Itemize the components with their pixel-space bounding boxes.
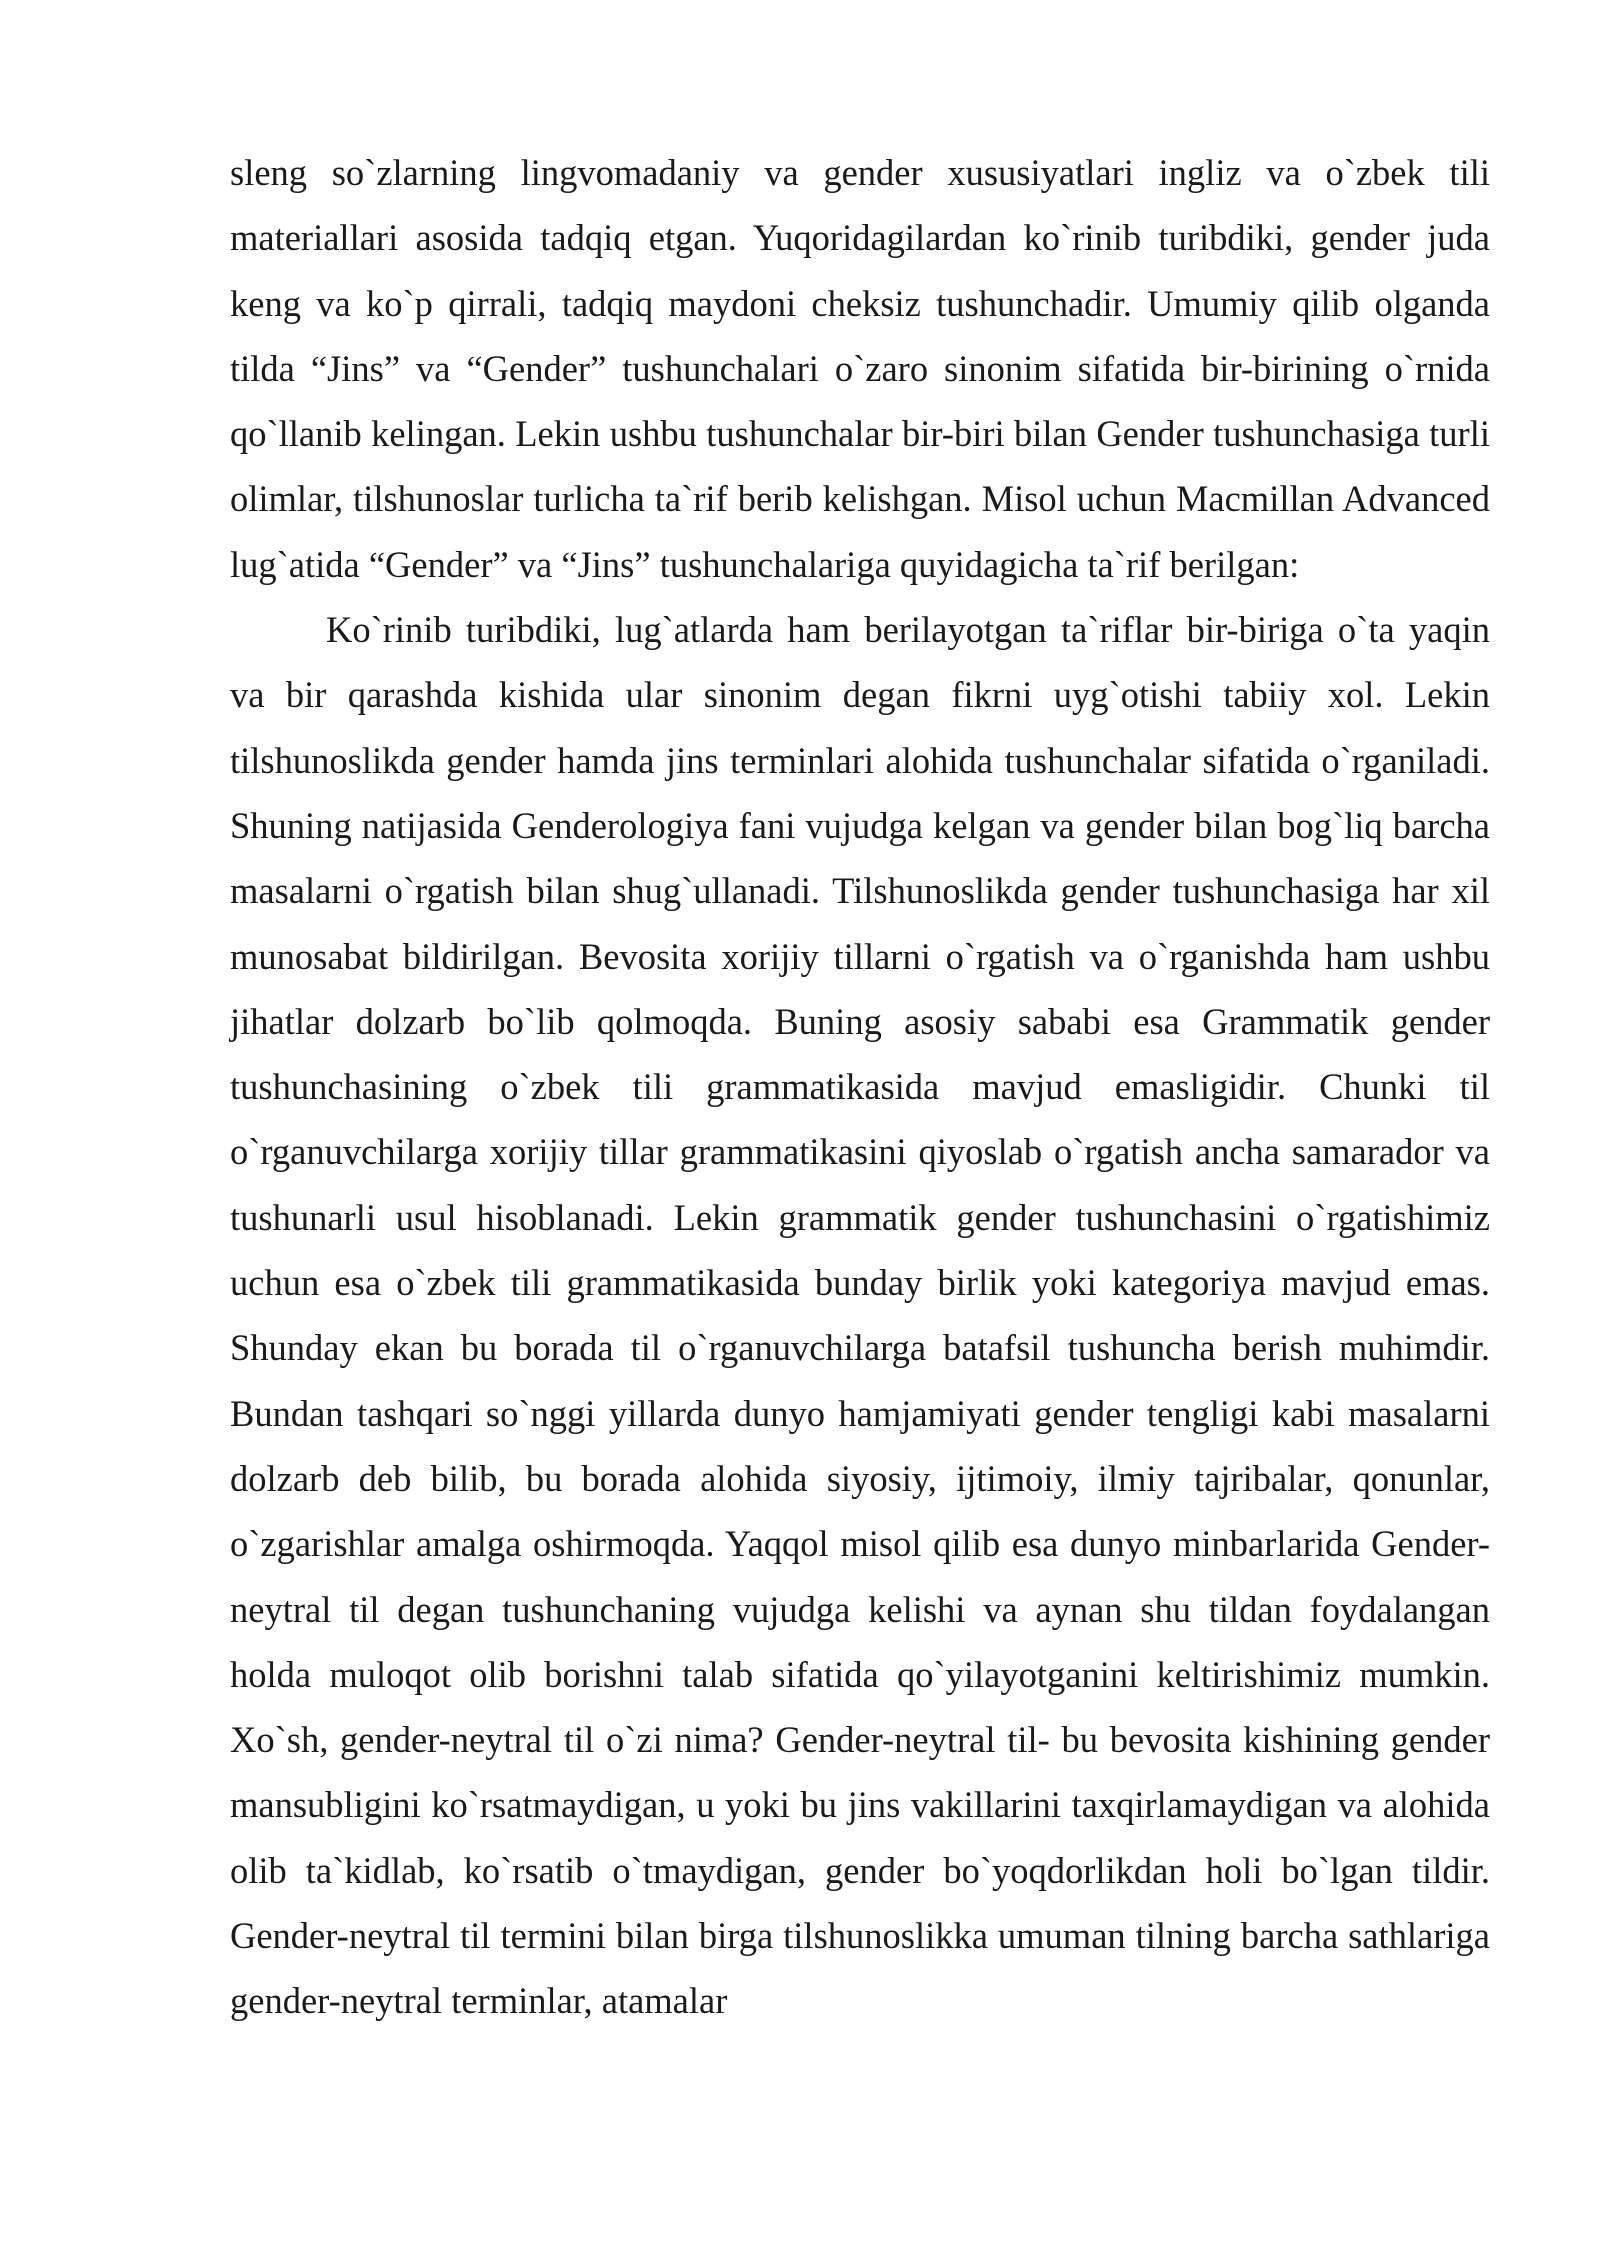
paragraph-continued: sleng so`zlarning lingvomadaniy va gender xususiyatlari ingliz va o`zbek tili materiallari asosida tadqiq etgan. Yuqoridagilardan ko`rinib turibdiki, gender juda keng va ko`p qirrali, tadqiq maydoni cheksiz tushunchadir. Umumiy qilib olganda tilda “Jins” va “Gender” tushunchalari o`zaro sinonim sifatida bir-birining o`rnida qo`llanib kelingan. Lekin ushbu tushunchalar bir-biri bilan Gender tushunchasiga turli olimlar, tilshunoslar turlicha ta`rif berib kelishgan. Misol uchun Macmillan Advanced lug`atida “Gender” va “Jins” tushunchalariga quyidagicha ta`rif berilgan: <box>230 152 1490 585</box>
body-text <box>230 140 1490 2034</box>
paragraph-main: Ko`rinib turibdiki, lug`atlarda ham berilayotgan ta`riflar bir-biriga o`ta yaqin va bir qarashda kishida ular sinonim degan fikrni uyg`otishi tabiiy xol. Lekin tilshunoslikda gender hamda jins terminlari alohida tushunchalar sifatida o`rganiladi. Shuning natijasida Genderologiya fani vujudga kelgan va gender bilan bog`liq barcha masalarni o`rgatish bilan shug`ullanadi. Tilshunoslikda gender tushunchasiga har xil munosabat bildirilgan. Bevosita xorijiy tillarni o`rgatish va o`rganishda ham ushbu jihatlar dolzarb bo`lib qolmoqda. Buning asosiy sababi esa Grammatik gender tushunchasining o`zbek tili grammatikasida mavjud emasligidir. Chunki til o`rganuvchilarga xorijiy tillar grammatikasini qiyoslab o`rgatish ancha samarador va tushunarli usul hisoblanadi. Lekin grammatik gender tushunchasini o`rgatishimiz uchun esa o`zbek tili grammatikasida bunday birlik yoki kategoriya mavjud emas. Shunday ekan bu borada til o`rganuvchilarga batafsil tushuncha berish muhimdir. Bundan tashqari so`nggi yillarda dunyo hamjamiyati gender tengligi kabi masalarni dolzarb deb bilib, bu borada alohida siyosiy, ijtimoiy, ilmiy tajribalar, qonunlar, o`zgarishlar amalga oshirmoqda. Yaqqol misol qilib esa dunyo minbarlarida Gender-neytral til degan tushunchaning vujudga kelishi va aynan shu tildan foydalangan holda muloqot olib borishni talab sifatida qo`yilayotganini keltirishimiz mumkin. Xo`sh, gender-neytral til o`zi nima? Gender-neytral til- bu bevosita kishining gender mansubligini ko`rsatmaydigan, u yoki bu jins vakillarini taxqirlamaydigan va alohida olib ta`kidlab, ko`rsatib o`tmaydigan, gender bo`yoqdorlikdan holi bo`lgan tildir. Gender-neytral til termini bilan birga tilshunoslikka umuman tilning barcha sathlariga gender-neytral terminlar, atamalar <box>230 609 1490 2022</box>
